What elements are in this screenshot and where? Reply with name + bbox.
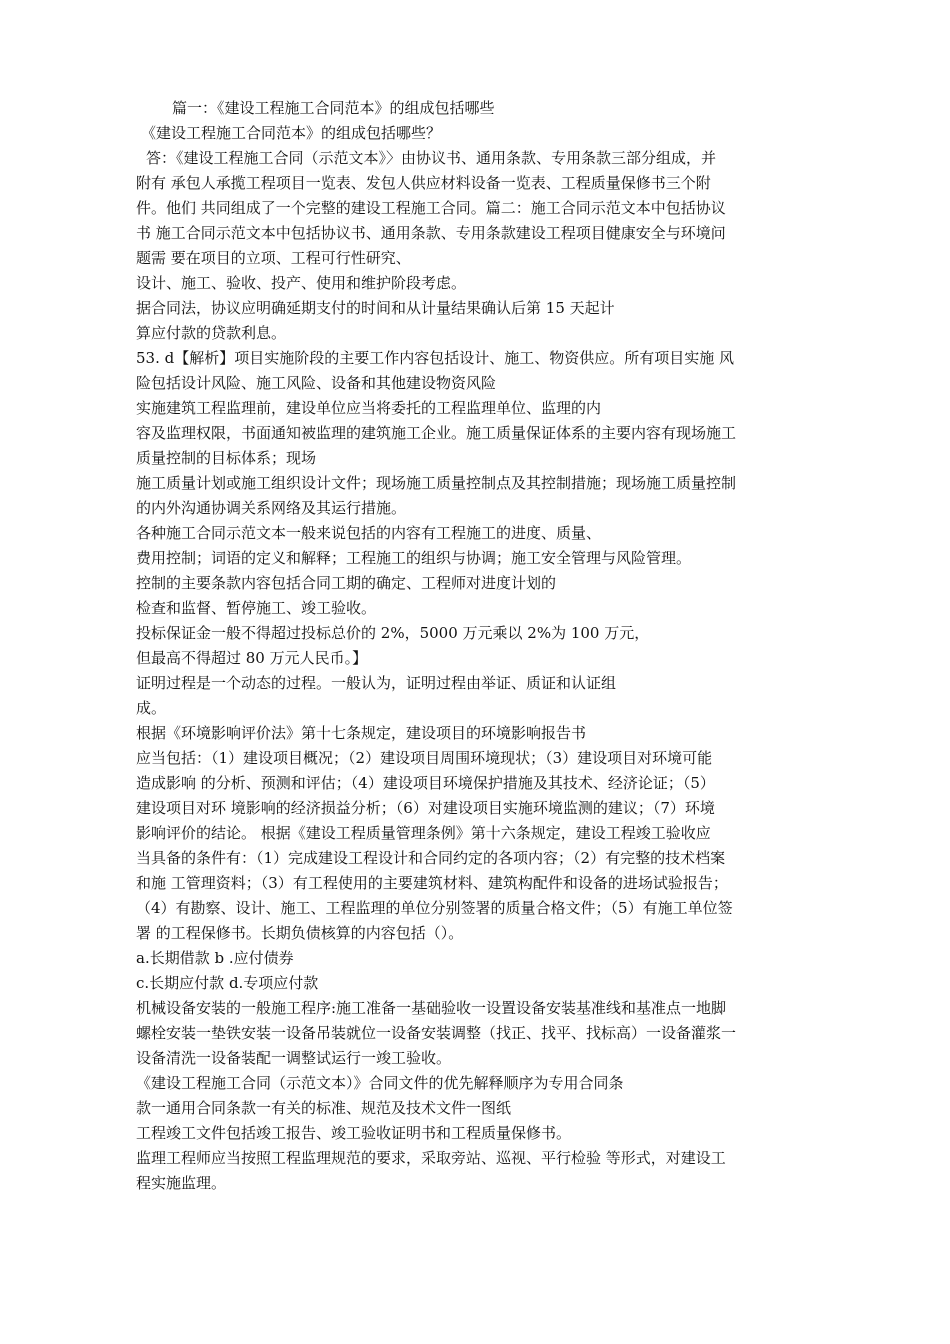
text-line: 实施建筑工程监理前，建设单位应当将委托的工程监理单位、监理的内 <box>136 399 602 417</box>
text-line: 容及监理权限，书面通知被监理的建筑施工企业。施工质量保证体系的主要内容有现场施工 <box>136 424 737 442</box>
text-line: 检查和监督、暂停施工、竣工验收。 <box>136 599 377 617</box>
option-line: a.长期借款 b .应付债券 <box>136 949 294 967</box>
text-line: 应当包括：（1）建设项目概况；（2）建设项目周围环境现状；（3）建设项目对环境可能 <box>136 749 713 767</box>
text-line: 螺栓安装一垫铁安装一设备吊装就位一设备安装调整（找正、找平、找标高）一设备灌浆一 <box>136 1024 737 1042</box>
text-line: 建设项目对环 境影响的经济损益分析；（6）对建设项目实施环境监测的建议；（7）环境 <box>136 799 715 817</box>
text-line: 题需 要在项目的立项、工程可行性研究、 <box>136 249 411 267</box>
option-line: c.长期应付款 d.专项应付款 <box>136 974 319 992</box>
text-line: 质量控制的目标体系；现场 <box>136 449 317 467</box>
question-heading: 《建设工程施工合同范本》的组成包括哪些？ <box>141 124 442 142</box>
text-line: 施工质量计划或施工组织设计文件；现场施工质量控制点及其控制措施；现场施工质量控制 <box>136 474 737 492</box>
text-line: 险包括设计风险、施工风险、设备和其他建设物资风险 <box>136 374 497 392</box>
text-line: 造成影响 的分析、预测和评估；（4）建设项目环境保护措施及其技术、经济论证；（5） <box>136 774 715 792</box>
text-line: 各种施工合同示范文本一般来说包括的内容有工程施工的进度、质量、 <box>136 524 602 542</box>
text-line: 款一通用合同条款一有关的标准、规范及技术文件一图纸 <box>136 1099 512 1117</box>
text-line: （4）有勘察、设计、施工、工程监理的单位分别签署的质量合格文件；（5）有施工单位签 <box>136 899 733 917</box>
text-line: 附有 承包人承揽工程项目一览表、发包人供应材料设备一览表、工程质量保修书三个附 <box>136 174 711 192</box>
text-line: 投标保证金一般不得超过投标总价的 2%，5000 万元乘以 2%为 100 万元， <box>136 624 650 642</box>
text-line: 件。他们 共同组成了一个完整的建设工程施工合同。篇二：施工合同示范文本中包括协议 <box>136 199 726 217</box>
text-line: 书 施工合同示范文本中包括协议书、通用条款、专用条款建设工程项目健康安全与环境问 <box>136 224 726 242</box>
text-line: 根据《环境影响评价法》第十七条规定，建设项目的环境影响报告书 <box>136 724 587 742</box>
text-line: 监理工程师应当按照工程监理规范的要求，采取旁站、巡视、平行检验 等形式，对建设工 <box>136 1149 726 1167</box>
text-line: 署 的工程保修书。长期负债核算的内容包括（）。 <box>136 924 464 942</box>
text-line: 机械设备安装的一般施工程序:施工准备一基础验收一设置设备安装基准线和基准点一地脚 <box>136 999 727 1017</box>
text-line: 据合同法，协议应明确延期支付的时间和从计量结果确认后第 15 天起计 <box>136 299 615 317</box>
section-title-1: 篇一：《建设工程施工合同范本》的组成包括哪些 <box>172 99 495 117</box>
text-line: 《建设工程施工合同（示范文本）》合同文件的优先解释顺序为专用合同条 <box>136 1074 624 1092</box>
text-line: 但最高不得超过 80 万元人民币。】 <box>136 649 368 667</box>
text-line: 设备清洗一设备装配一调整试运行一竣工验收。 <box>136 1049 452 1067</box>
text-line: 证明过程是一个动态的过程。一般认为，证明过程由举证、质证和认证组 <box>136 674 617 692</box>
text-line: 的内外沟通协调关系网络及其运行措施。 <box>136 499 407 517</box>
text-line: 程实施监理。 <box>136 1174 227 1192</box>
text-line: 设计、施工、验收、投产、使用和维护阶段考虑。 <box>136 274 467 292</box>
text-line: 控制的主要条款内容包括合同工期的确定、工程师对进度计划的 <box>136 574 557 592</box>
text-line: 费用控制；词语的定义和解释；工程施工的组织与协调；施工安全管理与风险管理。 <box>136 549 692 567</box>
text-line: 算应付款的贷款利息。 <box>136 324 287 342</box>
text-line: 成。 <box>136 699 167 717</box>
text-line: 53. d【解析】项目实施阶段的主要工作内容包括设计、施工、物资供应。所有项目实施 风 <box>136 349 734 367</box>
text-line: 影响评价的结论。 根据《建设工程质量管理条例》第十六条规定，建设工程竣工验收应 <box>136 824 711 842</box>
text-line: 和施 工管理资料；（3）有工程使用的主要建筑材料、建筑构配件和设备的进场试验报告； <box>136 874 728 892</box>
text-line: 当具备的条件有：（1）完成建设工程设计和合同约定的各项内容；（2）有完整的技术档案 <box>136 849 726 867</box>
text-line: 答：《建设工程施工合同（示范文本》〉由协议书、通用条款、专用条款三部分组成，并 <box>146 149 717 167</box>
text-line: 工程竣工文件包括竣工报告、竣工验收证明书和工程质量保修书。 <box>136 1124 572 1142</box>
